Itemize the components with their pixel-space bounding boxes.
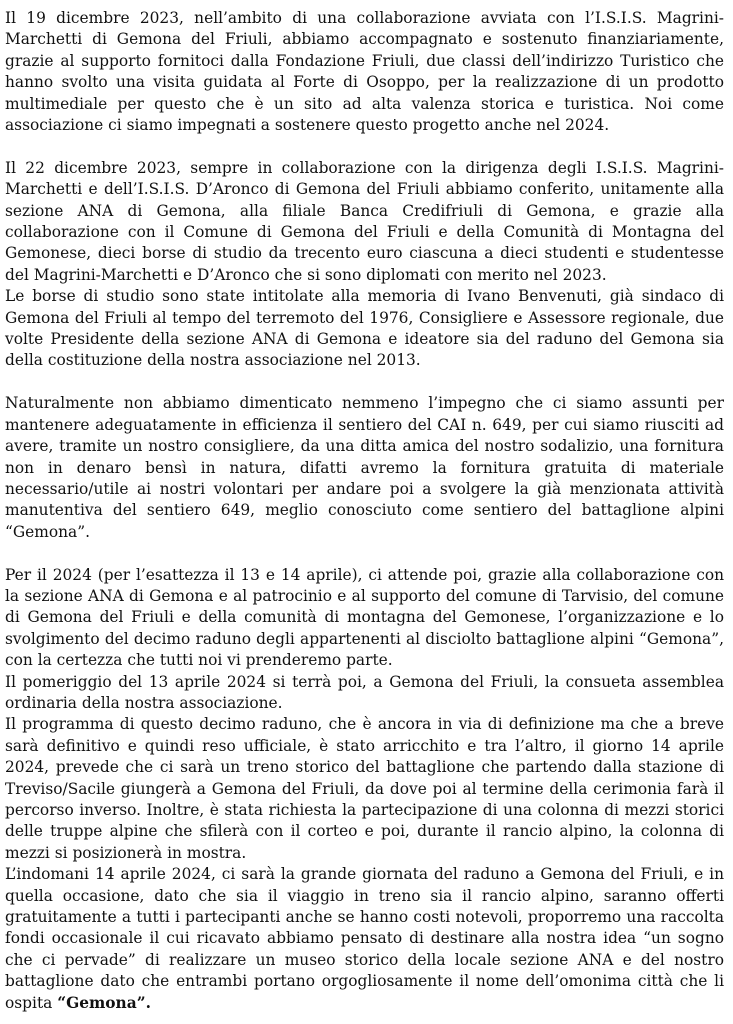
paragraph-assemblea: Il pomeriggio del 13 aprile 2024 si terrà poi, a Gemona del Friuli, la consueta assemblea ordinaria della nostra associazione. bbox=[5, 672, 724, 712]
closing-name-gemona: “Gemona”. bbox=[57, 993, 151, 1012]
paragraph-ivano-benvenuti: Le borse di studio sono state intitolate alla memoria di Ivano Benvenuti, già sindaco di Gemona del Friuli al tempo del terremoto del 1976, Consigliere e Assessore regionale, due volte Presidente della sezione ANA di Gemona e ideatore sia del raduno del Gemona sia della costituzione della nostra associazione nel 2013. bbox=[5, 287, 724, 370]
paragraph-giornata-raduno-text: L’indomani 14 aprile 2024, ci sarà la grande giornata del raduno a Gemona del Friuli, e in quella occasione, dato che sia il viaggio in treno sia il rancio alpino, saranno offerti gratuitamente a tutti i partecipanti anche se hanno costi notevoli, proporremo una raccolta fondi occasionale il cui ricavato abbiamo pensato di destinare alla nostra idea “un sogno che ci pervade” di realizzare un museo storico della locale sezione ANA e del nostro battaglione dato che entrambi portano orgogliosamente il nome dell’omonima città che li ospita bbox=[5, 865, 724, 1012]
paragraph-programma: Il programma di questo decimo raduno, che è ancora in via di definizione ma che a breve sarà definitivo e quindi reso ufficiale, è stato arricchito e tra l’altro, il giorno 14 aprile 2024, prevede che ci sarà un treno storico del battaglione che partendo dalla stazione di Treviso/Sacile giungerà a Gemona del Friuli, da dove poi al termine della cerimonia farà il percorso inverso. Inoltre, è stata richiesta la partecipazione di una colonna di mezzi storici delle truppe alpine che sfilerà con il corteo e poi, durante il rancio alpino, la colonna di mezzi si posizionerà in mostra. bbox=[5, 715, 724, 862]
paragraph-sentiero-cai: Naturalmente non abbiamo dimenticato nemmeno l’impegno che ci siamo assunti per mantenere adeguatamente in efficienza il sentiero del CAI n. 649, per cui siamo riusciti ad avere, tramite un nostro consigliere, da una ditta amica del nostro sodalizio, una fornitura non in denaro bensì in natura, difatti avremo la fornitura gratuita di materiale necessario/utile ai nostri volontari per andare poi a svolgere la già menzionata attività manutentiva del sentiero 649, meglio conosciuto come sentiero del battaglione alpini “Gemona”. bbox=[5, 394, 724, 541]
paragraph-forte-osoppo: Il 19 dicembre 2023, nell’ambito di una collaborazione avviata con l’I.S.I.S. Magrini-Marchetti di Gemona del Friuli, abbiamo accompagnato e sostenuto finanziariamente, grazie al supporto fornitoci dalla Fondazione Friuli, due classi dell’indirizzo Turistico che hanno svolto una visita guidata al Forte di Osoppo, per la realizzazione di un prodotto multimediale per questo che è un sito ad alta valenza storica e turistica. Noi come associazione ci siamo impegnati a sostenere questo progetto anche nel 2024. bbox=[5, 9, 724, 135]
paragraph-giornata-raduno bbox=[5, 864, 724, 1014]
paragraph-borse-di-studio: Il 22 dicembre 2023, sempre in collaborazione con la dirigenza degli I.S.I.S. Magrini-Marchetti e dell’I.S.I.S. D’Aronco di Gemona del Friuli abbiamo conferito, unitamente alla sezione ANA di Gemona, alla filiale Banca Credifriuli di Gemona, e grazie alla collaborazione con il Comune di Gemona del Friuli e della Comunità di Montagna del Gemonese, dieci borse di studio da trecento euro ciascuna a dieci studenti e studentesse del Magrini-Marchetti e D’Aronco che si sono diplomati con merito nel 2023. bbox=[5, 158, 724, 284]
paragraph-raduno-2024: Per il 2024 (per l’esattezza il 13 e 14 aprile), ci attende poi, grazie alla collaborazione con la sezione ANA di Gemona e al patrocinio e al supporto del comune di Tarvisio, del comune di Gemona del Friuli e della comunità di montagna del Gemonese, l’organizzazione e lo svolgimento del decimo raduno degli appartenenti al disciolto battaglione alpini “Gemona”, con la certezza che tutti noi vi prenderemo parte. bbox=[5, 565, 724, 670]
